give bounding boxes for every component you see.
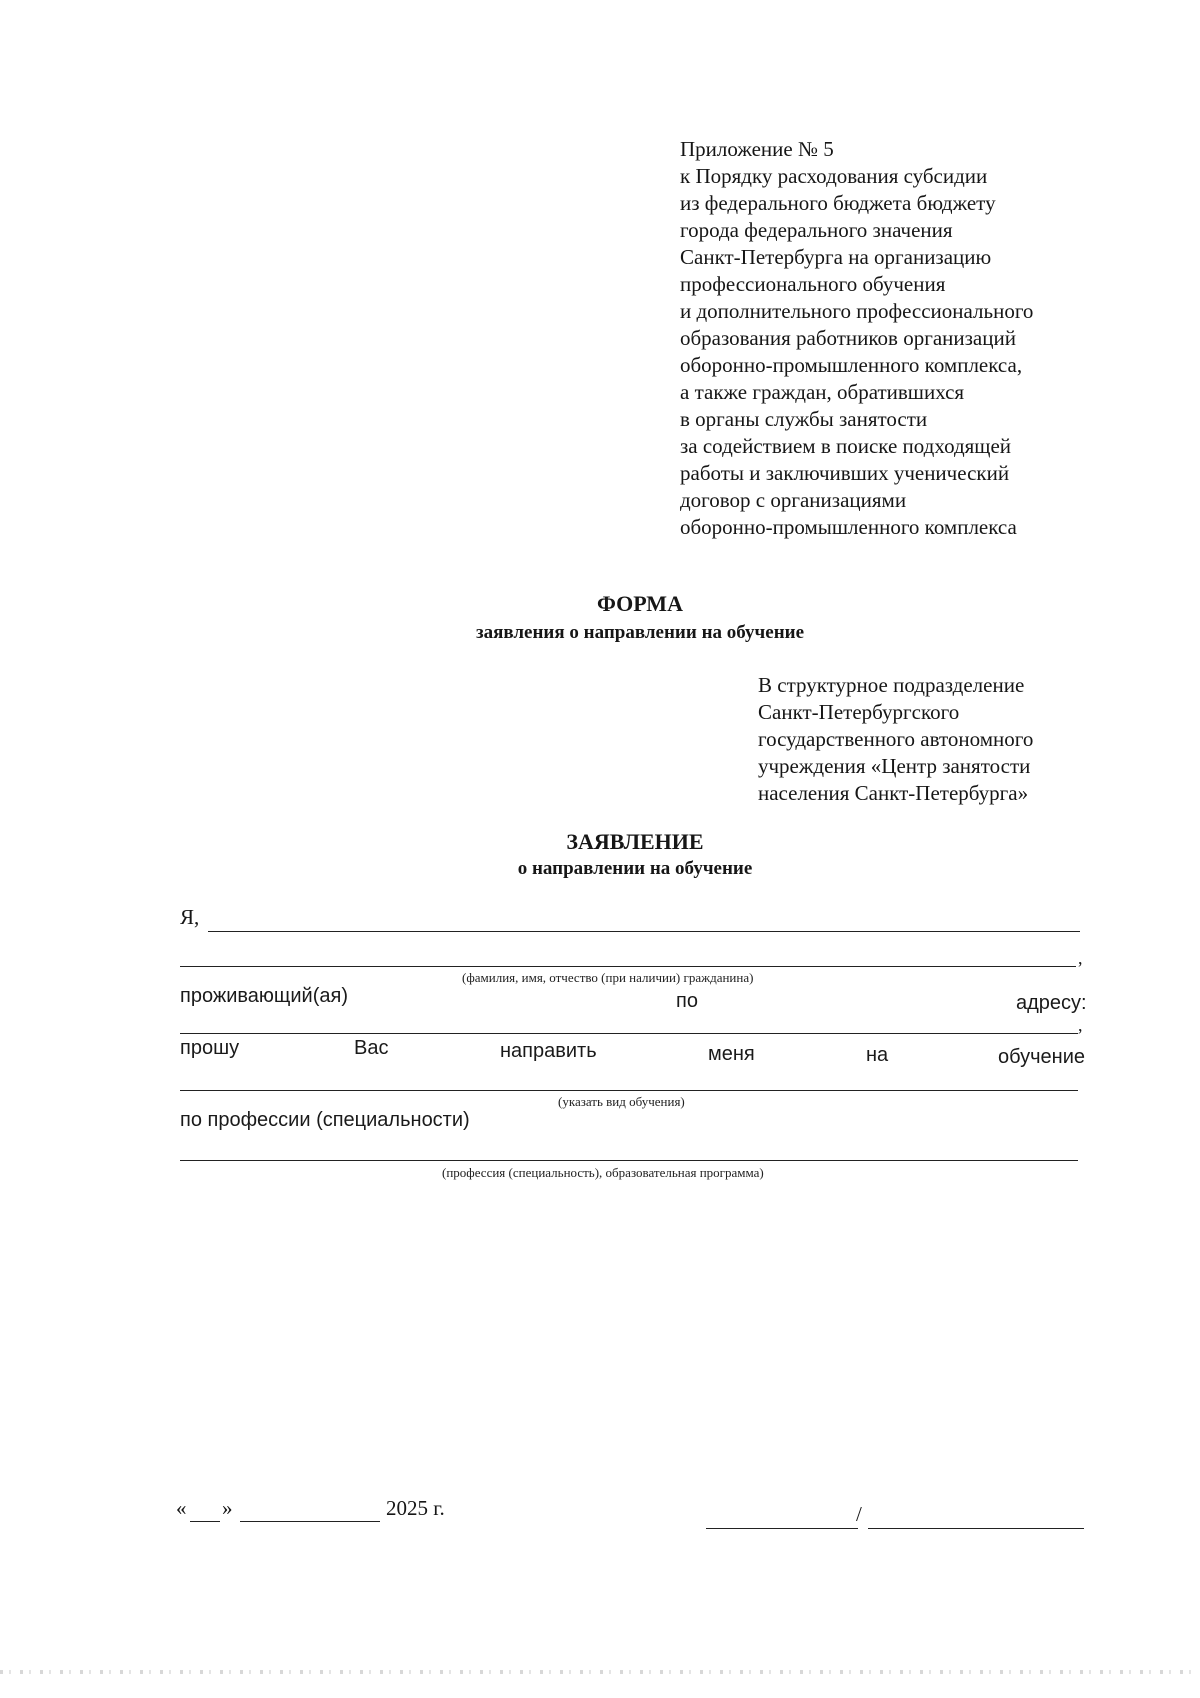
training-caption: (указать вид обучения) <box>558 1094 685 1109</box>
appendix-line: профессионального обучения <box>680 272 946 296</box>
day-field-line[interactable] <box>190 1521 220 1522</box>
signature-slash: / <box>856 1502 862 1526</box>
appendix-line: работы и заключивших ученический <box>680 461 1010 485</box>
profession-caption: (профессия (специальность), образовательная программа) <box>442 1165 764 1180</box>
form-title-block <box>0 590 1200 646</box>
request-word: обучение <box>998 1046 1086 1068</box>
appendix-line: из федерального бюджета бюджету <box>680 191 996 215</box>
request-word: на <box>866 1044 889 1066</box>
i-label: Я, <box>180 905 200 929</box>
comma-mark: , <box>1078 948 1083 968</box>
addressee-line: учреждения «Центр занятости <box>758 754 1031 778</box>
statement-subtitle: о направлении на обучение <box>517 858 753 879</box>
date-open-quote: « <box>176 1496 187 1520</box>
request-word: прошу <box>180 1037 240 1059</box>
statement-title-block <box>0 828 1200 882</box>
appendix-line: в органы службы занятости <box>680 407 928 431</box>
residing-word: проживающий(ая) <box>180 985 348 1007</box>
date-close-quote: » <box>222 1496 233 1520</box>
appendix-line: а также граждан, обратившихся <box>680 380 965 404</box>
fio-caption: (фамилия, имя, отчество (при наличии) гражданина) <box>462 970 754 985</box>
training-type-field-line[interactable] <box>180 1090 1078 1091</box>
appendix-line: и дополнительного профессионального <box>680 299 1034 323</box>
profession-label: по профессии (специальности) <box>180 1109 470 1131</box>
addressee-line: Санкт-Петербургского <box>758 700 960 724</box>
residing-word: по <box>676 990 698 1012</box>
appendix-line: Приложение № 5 <box>680 137 834 161</box>
appendix-line: договор с организациями <box>680 488 907 512</box>
appendix-header <box>680 136 1100 541</box>
name-field-line[interactable] <box>208 931 1080 932</box>
appendix-line: оборонно-промышленного комплекса, <box>680 353 1023 377</box>
appendix-line: образования работников организаций <box>680 326 1016 350</box>
appendix-line: оборонно-промышленного комплекса <box>680 515 1017 539</box>
addressee-line: населения Санкт-Петербурга» <box>758 781 1029 805</box>
request-word: меня <box>708 1043 755 1065</box>
appendix-line: города федерального значения <box>680 218 953 242</box>
profession-field-line[interactable] <box>180 1160 1078 1161</box>
appendix-line: к Порядку расходования субсидии <box>680 164 988 188</box>
name-decoding-field-line[interactable] <box>868 1528 1084 1529</box>
name-continuation-line[interactable] <box>180 966 1076 967</box>
comma-mark: , <box>1078 1015 1083 1035</box>
form-title: ФОРМА <box>597 591 683 616</box>
addressee-line: государственного автономного <box>758 727 1034 751</box>
statement-title: ЗАЯВЛЕНИЕ <box>566 829 704 854</box>
request-word: Вас <box>354 1037 389 1059</box>
appendix-line: Санкт-Петербурга на организацию <box>680 245 992 269</box>
signature-field-line[interactable] <box>706 1528 858 1529</box>
scan-noise-strip <box>0 1670 1200 1674</box>
form-subtitle: заявления о направлении на обучение <box>475 622 805 643</box>
year-text: 2025 г. <box>386 1496 445 1520</box>
addressee-line: В структурное подразделение <box>758 673 1025 697</box>
appendix-line: за содействием в поиске подходящей <box>680 434 1012 458</box>
address-field-line[interactable] <box>180 1033 1078 1034</box>
month-field-line[interactable] <box>240 1521 380 1522</box>
residing-word: адресу: <box>1016 992 1087 1014</box>
request-word: направить <box>500 1040 597 1062</box>
addressee-block <box>758 672 1098 807</box>
